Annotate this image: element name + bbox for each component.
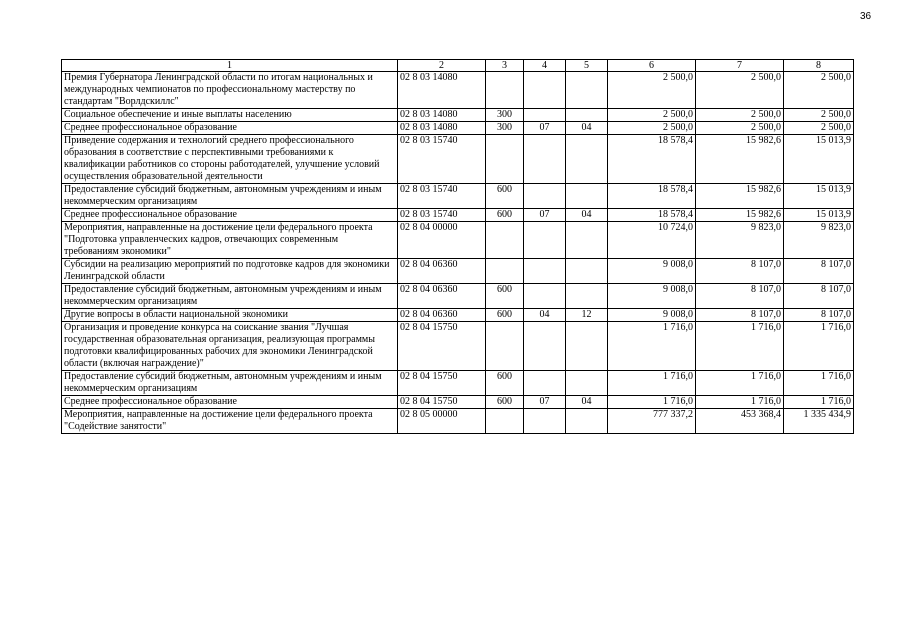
row-code-cell: 02 8 03 14080 <box>398 122 486 135</box>
row-expense-type-cell: 600 <box>486 371 524 396</box>
row-amount-3-cell: 2 500,0 <box>784 122 854 135</box>
row-section-cell <box>524 284 566 309</box>
row-amount-3-cell: 15 013,9 <box>784 184 854 209</box>
row-amount-3-cell: 15 013,9 <box>784 135 854 184</box>
row-amount-2-cell: 15 982,6 <box>696 135 784 184</box>
row-code-cell: 02 8 03 15740 <box>398 209 486 222</box>
table-row <box>62 209 854 222</box>
row-expense-type-cell <box>486 409 524 434</box>
row-name-cell: Субсидии на реализацию мероприятий по подготовке кадров для экономики Ленинградской области <box>62 259 398 284</box>
page-number: 36 <box>860 11 872 22</box>
row-subsection-cell <box>566 284 608 309</box>
header-col-2: 2 <box>398 60 486 72</box>
row-expense-type-cell: 300 <box>486 109 524 122</box>
row-amount-1-cell: 2 500,0 <box>608 122 696 135</box>
row-code-cell: 02 8 04 15750 <box>398 322 486 371</box>
row-name-cell: Мероприятия, направленные на достижение цели федерального проекта "Содействие занятости" <box>62 409 398 434</box>
row-amount-2-cell: 2 500,0 <box>696 109 784 122</box>
row-amount-2-cell: 1 716,0 <box>696 396 784 409</box>
row-expense-type-cell: 600 <box>486 396 524 409</box>
row-code-cell: 02 8 04 00000 <box>398 222 486 259</box>
row-amount-1-cell: 10 724,0 <box>608 222 696 259</box>
row-amount-2-cell: 8 107,0 <box>696 309 784 322</box>
table-row <box>62 259 854 284</box>
row-name-cell: Среднее профессиональное образование <box>62 122 398 135</box>
row-amount-2-cell: 453 368,4 <box>696 409 784 434</box>
row-section-cell <box>524 109 566 122</box>
row-section-cell <box>524 259 566 284</box>
row-subsection-cell <box>566 109 608 122</box>
row-amount-1-cell: 1 716,0 <box>608 371 696 396</box>
budget-table <box>61 59 854 434</box>
row-amount-1-cell: 1 716,0 <box>608 396 696 409</box>
row-subsection-cell <box>566 371 608 396</box>
row-expense-type-cell: 600 <box>486 209 524 222</box>
row-name-cell: Предоставление субсидий бюджетным, автономным учреждениям и иным некоммерческим организациям <box>62 284 398 309</box>
row-amount-3-cell: 8 107,0 <box>784 309 854 322</box>
row-expense-type-cell <box>486 222 524 259</box>
row-amount-1-cell: 777 337,2 <box>608 409 696 434</box>
table-row <box>62 309 854 322</box>
header-col-1: 1 <box>62 60 398 72</box>
row-amount-3-cell: 1 716,0 <box>784 322 854 371</box>
row-amount-1-cell: 2 500,0 <box>608 109 696 122</box>
header-col-5: 5 <box>566 60 608 72</box>
row-subsection-cell <box>566 259 608 284</box>
row-code-cell: 02 8 03 14080 <box>398 109 486 122</box>
row-amount-2-cell: 15 982,6 <box>696 209 784 222</box>
table-row <box>62 72 854 109</box>
row-amount-2-cell: 1 716,0 <box>696 371 784 396</box>
table-row <box>62 135 854 184</box>
row-subsection-cell: 04 <box>566 396 608 409</box>
row-expense-type-cell <box>486 72 524 109</box>
row-amount-2-cell: 9 823,0 <box>696 222 784 259</box>
row-amount-1-cell: 18 578,4 <box>608 209 696 222</box>
row-section-cell <box>524 184 566 209</box>
row-name-cell: Социальное обеспечение и иные выплаты населению <box>62 109 398 122</box>
row-section-cell <box>524 72 566 109</box>
row-amount-3-cell: 2 500,0 <box>784 109 854 122</box>
row-section-cell: 07 <box>524 209 566 222</box>
row-amount-3-cell: 15 013,9 <box>784 209 854 222</box>
row-amount-2-cell: 1 716,0 <box>696 322 784 371</box>
row-name-cell: Премия Губернатора Ленинградской области по итогам национальных и международных чемпионатов по профессиональному мастерству по стандартам "Ворлдскиллс" <box>62 72 398 109</box>
row-expense-type-cell: 600 <box>486 309 524 322</box>
row-code-cell: 02 8 04 15750 <box>398 371 486 396</box>
row-amount-1-cell: 18 578,4 <box>608 184 696 209</box>
row-code-cell: 02 8 04 06360 <box>398 259 486 284</box>
row-amount-2-cell: 2 500,0 <box>696 122 784 135</box>
row-expense-type-cell: 300 <box>486 122 524 135</box>
row-amount-2-cell: 8 107,0 <box>696 284 784 309</box>
row-amount-3-cell: 9 823,0 <box>784 222 854 259</box>
row-expense-type-cell <box>486 135 524 184</box>
row-amount-2-cell: 15 982,6 <box>696 184 784 209</box>
row-code-cell: 02 8 03 14080 <box>398 72 486 109</box>
row-code-cell: 02 8 04 06360 <box>398 309 486 322</box>
row-section-cell <box>524 409 566 434</box>
row-code-cell: 02 8 03 15740 <box>398 184 486 209</box>
row-code-cell: 02 8 05 00000 <box>398 409 486 434</box>
row-section-cell <box>524 222 566 259</box>
row-section-cell: 07 <box>524 122 566 135</box>
table-row <box>62 284 854 309</box>
row-expense-type-cell <box>486 322 524 371</box>
header-col-4: 4 <box>524 60 566 72</box>
row-amount-3-cell: 8 107,0 <box>784 284 854 309</box>
row-amount-3-cell: 1 335 434,9 <box>784 409 854 434</box>
row-subsection-cell <box>566 322 608 371</box>
row-amount-3-cell: 2 500,0 <box>784 72 854 109</box>
row-amount-3-cell: 1 716,0 <box>784 396 854 409</box>
row-name-cell: Предоставление субсидий бюджетным, автономным учреждениям и иным некоммерческим организациям <box>62 184 398 209</box>
row-expense-type-cell: 600 <box>486 184 524 209</box>
table-row <box>62 322 854 371</box>
header-col-7: 7 <box>696 60 784 72</box>
row-code-cell: 02 8 04 15750 <box>398 396 486 409</box>
table-row <box>62 396 854 409</box>
row-name-cell: Организация и проведение конкурса на соискание звания "Лучшая государственная образовательная организация, реализующая программы подготовки квалифицированных рабочих для экономики Ленинградской области (включая награждение)" <box>62 322 398 371</box>
row-amount-2-cell: 8 107,0 <box>696 259 784 284</box>
row-code-cell: 02 8 03 15740 <box>398 135 486 184</box>
row-code-cell: 02 8 04 06360 <box>398 284 486 309</box>
row-name-cell: Приведение содержания и технологий среднего профессионального образования в соответствие с перспективными требованиями к квалификации работников со стороны работодателей, улучшение условий осуществления образовательной деятельности <box>62 135 398 184</box>
row-amount-1-cell: 9 008,0 <box>608 259 696 284</box>
row-amount-3-cell: 8 107,0 <box>784 259 854 284</box>
table-row <box>62 184 854 209</box>
row-name-cell: Среднее профессиональное образование <box>62 209 398 222</box>
row-amount-1-cell: 9 008,0 <box>608 309 696 322</box>
row-amount-2-cell: 2 500,0 <box>696 72 784 109</box>
row-name-cell: Среднее профессиональное образование <box>62 396 398 409</box>
header-col-3: 3 <box>486 60 524 72</box>
row-subsection-cell <box>566 222 608 259</box>
row-name-cell: Предоставление субсидий бюджетным, автономным учреждениям и иным некоммерческим организациям <box>62 371 398 396</box>
row-expense-type-cell <box>486 259 524 284</box>
row-subsection-cell <box>566 135 608 184</box>
table-row <box>62 371 854 396</box>
row-section-cell <box>524 135 566 184</box>
row-subsection-cell: 12 <box>566 309 608 322</box>
row-amount-1-cell: 18 578,4 <box>608 135 696 184</box>
row-section-cell <box>524 371 566 396</box>
table-row <box>62 222 854 259</box>
row-name-cell: Мероприятия, направленные на достижение цели федерального проекта "Подготовка управленческих кадров, отвечающих современным требованиям экономики" <box>62 222 398 259</box>
row-section-cell: 04 <box>524 309 566 322</box>
table-row <box>62 122 854 135</box>
table-row <box>62 409 854 434</box>
row-subsection-cell <box>566 184 608 209</box>
row-subsection-cell <box>566 72 608 109</box>
row-amount-1-cell: 2 500,0 <box>608 72 696 109</box>
row-section-cell: 07 <box>524 396 566 409</box>
header-col-6: 6 <box>608 60 696 72</box>
row-subsection-cell: 04 <box>566 209 608 222</box>
row-amount-1-cell: 9 008,0 <box>608 284 696 309</box>
row-subsection-cell <box>566 409 608 434</box>
row-name-cell: Другие вопросы в области национальной экономики <box>62 309 398 322</box>
row-expense-type-cell: 600 <box>486 284 524 309</box>
row-section-cell <box>524 322 566 371</box>
row-amount-3-cell: 1 716,0 <box>784 371 854 396</box>
header-row <box>62 60 854 72</box>
header-col-8: 8 <box>784 60 854 72</box>
row-amount-1-cell: 1 716,0 <box>608 322 696 371</box>
row-subsection-cell: 04 <box>566 122 608 135</box>
table-row <box>62 109 854 122</box>
